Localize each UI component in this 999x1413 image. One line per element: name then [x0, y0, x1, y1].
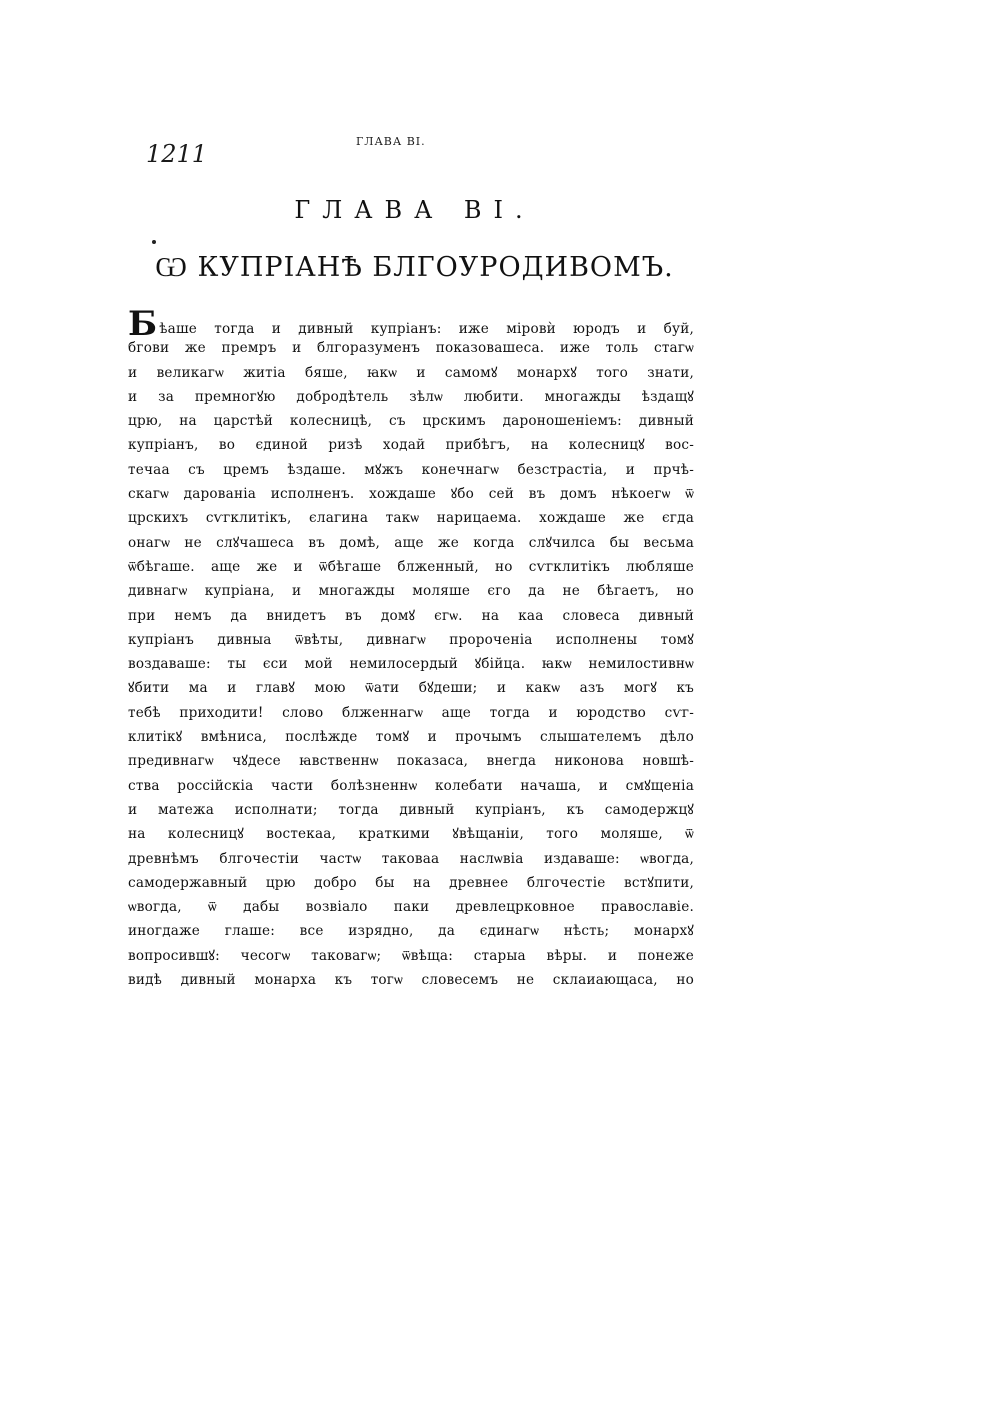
- text-line: ства россійскіа части болѣзненнѡ колебати начаша, и смꙋщеніа: [128, 777, 694, 794]
- drop-cap: Б: [128, 304, 158, 344]
- text-line: бгови же премръ и блгоразуменъ показовашеса. иже толь стагѡ: [128, 340, 694, 357]
- text-line: дивнагѡ купріана, и многажды моляше єго да не бѣгаетъ, но: [128, 583, 694, 600]
- text-line: при немъ да внидетъ въ домꙋ єгѡ. на каа словеса дивный: [128, 607, 694, 624]
- text-line: вопросившꙋ: чесогѡ таковагѡ; ѿвѣща: старыа вѣры. и понеже: [128, 947, 694, 964]
- text-line: купріанъ дивныа ѿвѣты, дивнагѡ пророченіа исполнены томꙋ: [128, 631, 694, 648]
- text-line: иногдаже глаше: все изрядно, да єдинагѡ нѣсть; монархꙋ: [128, 923, 694, 940]
- text-line: ѿбѣгаше. аще же и ѿбѣгаше блженный, но сѵгклитікъ любляше: [128, 558, 694, 575]
- chapter-title: ГЛАВА ВІ.: [294, 196, 535, 224]
- text-line: ѡвогда, ѿ дабы возвіало паки древлецрковное православіе.: [128, 899, 694, 916]
- text-line: и за премногꙋю добродѣтель зѣлѡ любити. многажды ѣздащꙋ: [128, 388, 694, 405]
- text-line: на колесницꙋ востекаа, краткими ꙋвѣщаніи, того моляше, ѿ: [128, 826, 694, 843]
- text-line-1-content: ѣаше тогда и дивный купріанъ: иже міровѝ юродъ и буй,: [159, 321, 694, 337]
- text-line: црскихъ сѵгклитікъ, єлагина такѡ нарицаема. хождаше же єгда: [128, 510, 694, 527]
- text-line: и матежа исполнати; тогда дивный купріанъ, къ самодержцꙋ: [128, 801, 694, 818]
- chapter-subtitle: Ѡ КУПРІАНѢ БЛГОУРОДИВОМЪ.: [155, 252, 674, 283]
- text-line-1: [128, 304, 694, 344]
- page-number: 1211: [146, 140, 208, 168]
- text-line: видѣ дивный монарха къ тогѡ словесемъ не склаиающаса, но: [128, 972, 694, 989]
- text-line: и великагѡ житіа бяше, ꙗкѡ и самомꙋ монархꙋ того знати,: [128, 364, 694, 381]
- text-line: самодержавный црю добро бы на древнее блгочестіе встꙋпити,: [128, 874, 694, 891]
- text-line: предивнагѡ чꙋдесе ꙗвственнѡ показаса, внегда никонова новшѣ-: [128, 753, 694, 770]
- text-line: течаа съ цремъ ѣздаше. мꙋжъ конечнагѡ безстрастіа, и прчѣ-: [128, 461, 694, 478]
- body-text: [128, 304, 694, 992]
- text-line: ꙋбити ма и главꙋ мою ѿати бꙋдеши; и какѡ азъ могꙋ къ: [128, 680, 694, 697]
- running-head: ГЛАВА ВІ.: [356, 135, 426, 148]
- text-line: тебѣ приходити! слово блженнагѡ аще тогда и юродство сѵг-: [128, 704, 694, 721]
- text-line: црю, на царстѣй колесницѣ, съ црскимъ дароношеніемъ: дивный: [128, 413, 694, 430]
- text-line: древнѣмъ блгочестіи частѡ таковаа наслѡвіа издаваше: ѡвогда,: [128, 850, 694, 867]
- text-line: онагѡ не слꙋчашеса въ домѣ, аще же когда слꙋчилса бы весьма: [128, 534, 694, 551]
- text-line: воздаваше: ты єси мой немилосердый ꙋбійца. ꙗкѡ немилостивнѡ: [128, 656, 694, 673]
- text-line: купріанъ, во єдиной ризѣ ходай прибѣгъ, на колесницꙋ вос-: [128, 437, 694, 454]
- text-line: клитікꙋ вмѣниса, послѣжде томꙋ и прочымъ слышателемъ дѣло: [128, 729, 694, 746]
- text-line: скагѡ дарованіа исполненъ. хождаше ꙋбо сей въ домъ нѣкоегѡ ѿ: [128, 486, 694, 503]
- ink-dot: [152, 240, 156, 244]
